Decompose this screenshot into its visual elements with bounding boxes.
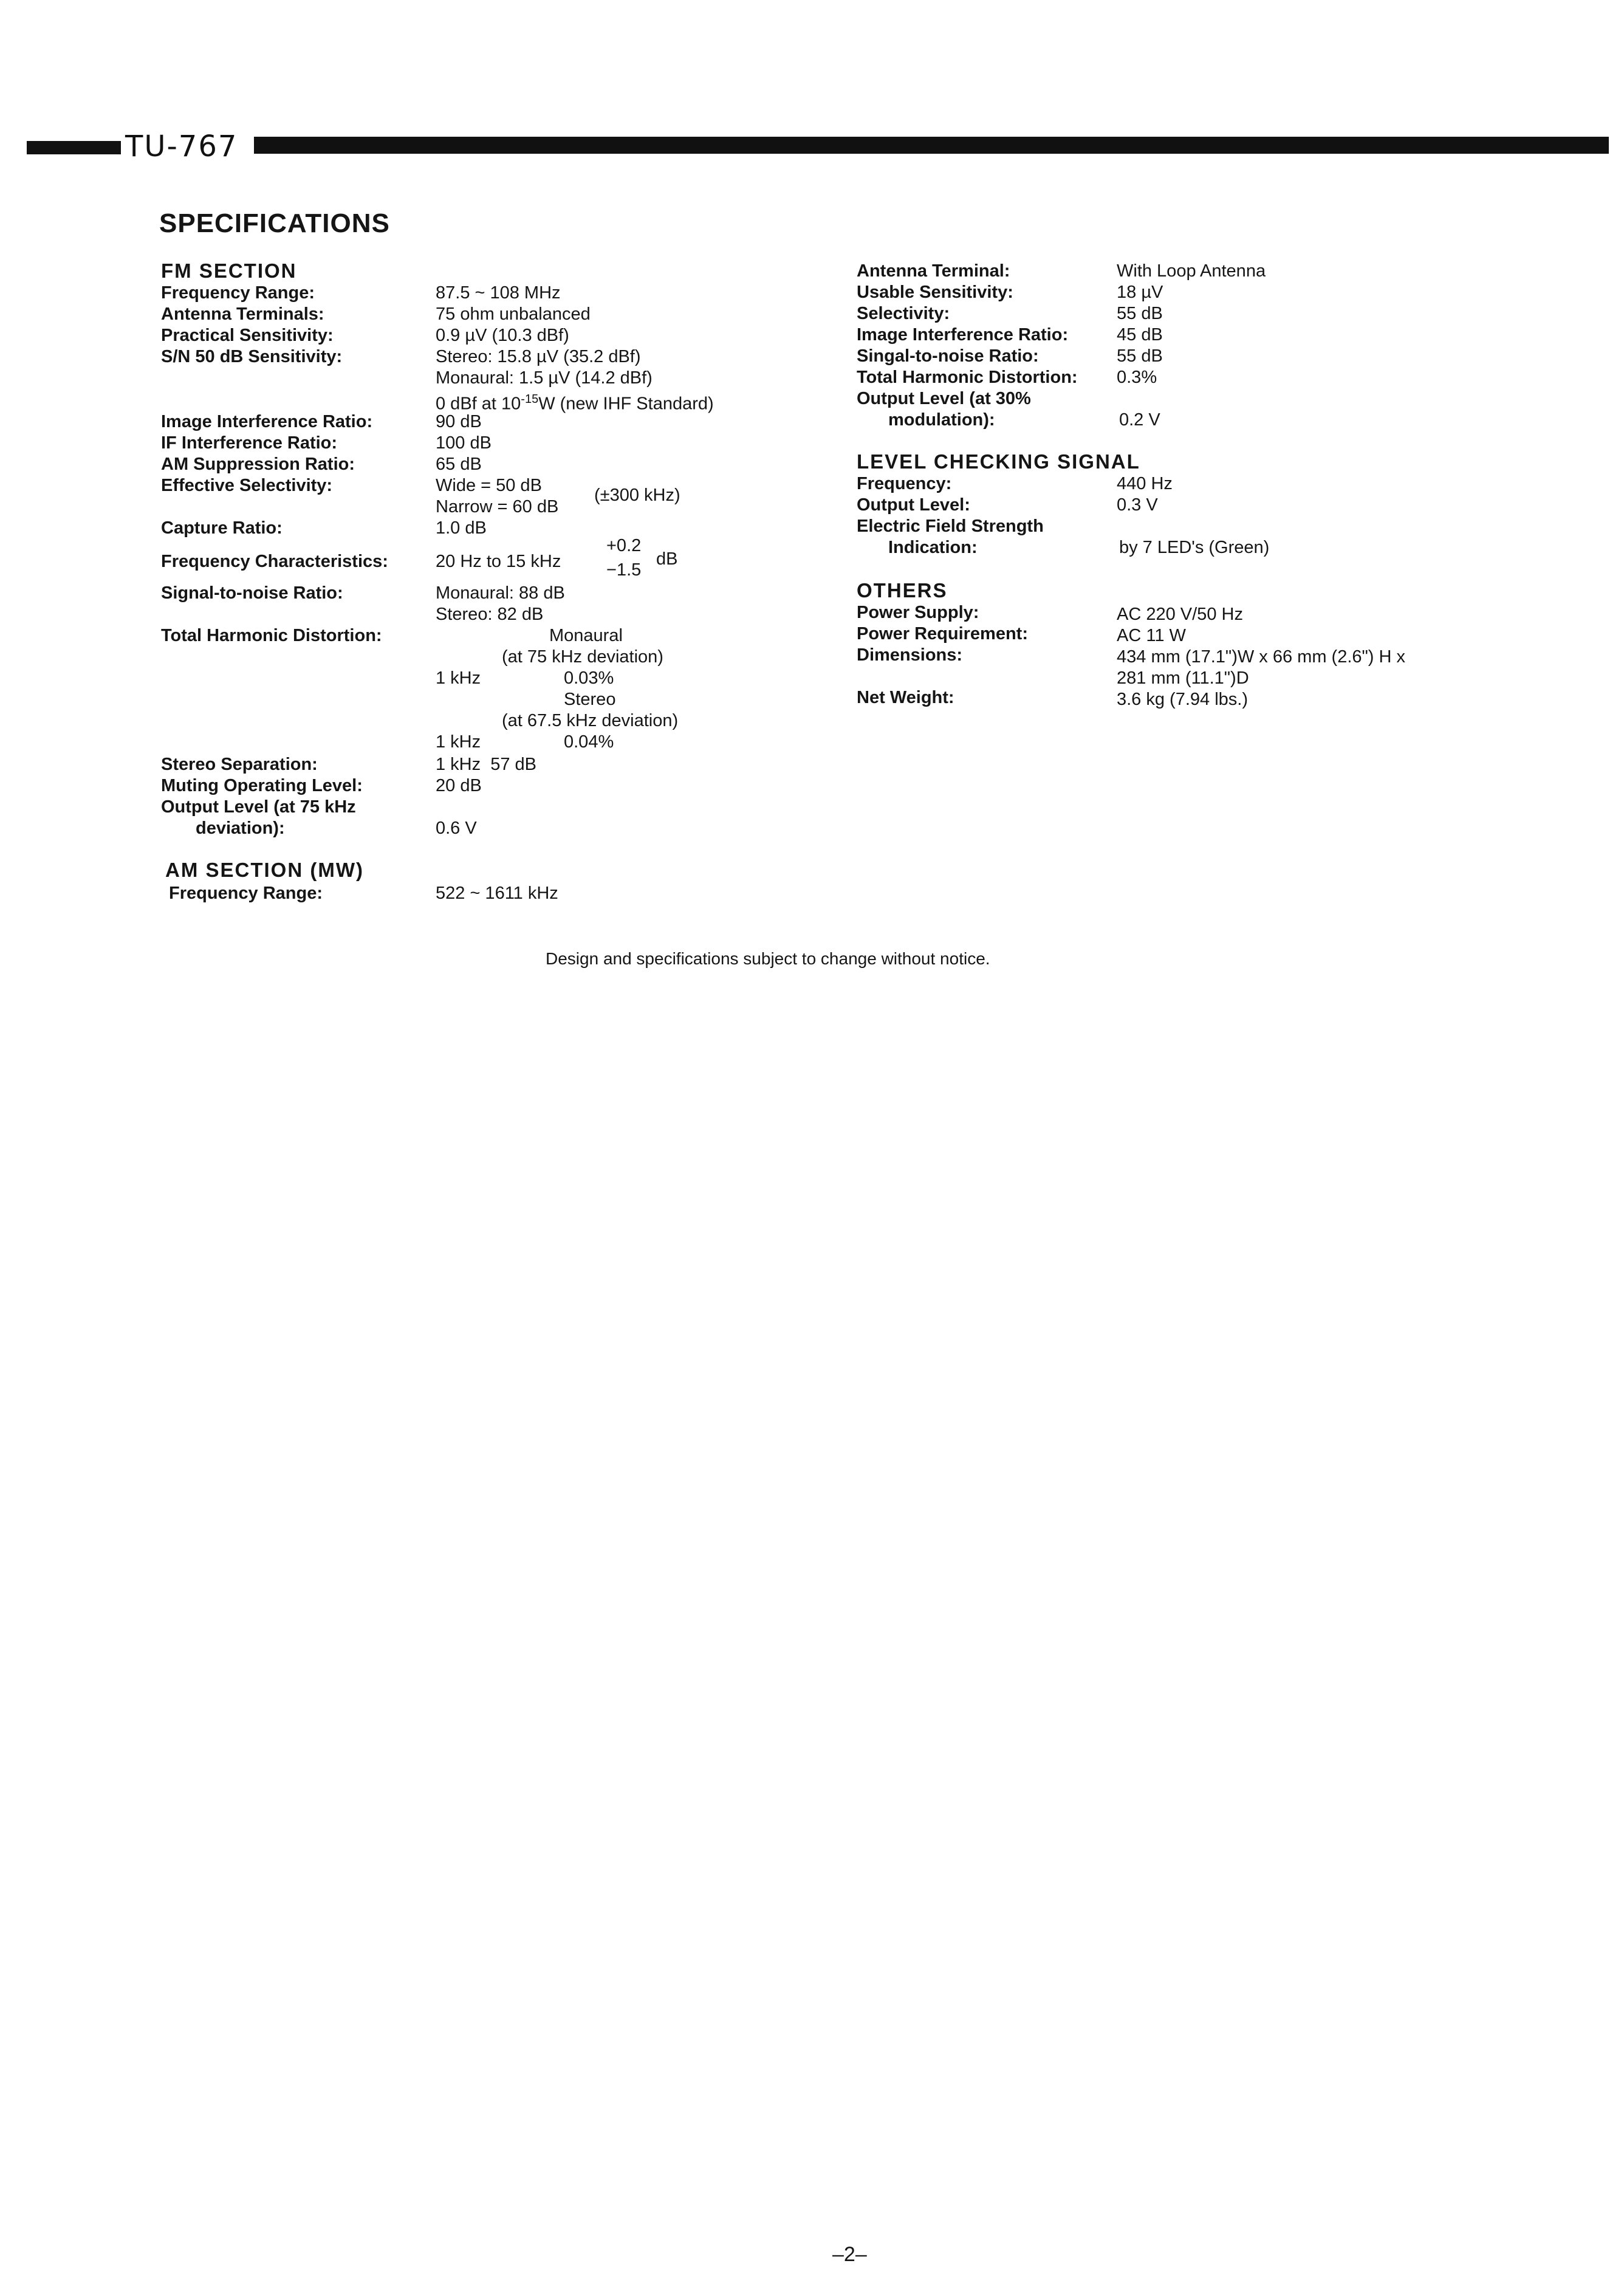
am-image-label: Image Interference Ratio: xyxy=(857,325,1069,345)
fm-thd-label: Total Harmonic Distortion: xyxy=(161,626,382,645)
page-number: –2– xyxy=(832,2243,867,2266)
fm-sn50-label: S/N 50 dB Sensitivity: xyxy=(161,347,343,366)
fm-thd-stereo-head: Stereo xyxy=(564,690,616,709)
am-thd-label: Total Harmonic Distortion: xyxy=(857,368,1078,387)
am-freq-label: Frequency Range: xyxy=(169,884,323,903)
fm-thd-stereo-val: 0.04% xyxy=(564,732,614,752)
fm-freqchar-value: 20 Hz to 15 kHz xyxy=(436,552,561,571)
fm-muting-label: Muting Operating Level: xyxy=(161,776,363,795)
others-section-heading: OTHERS xyxy=(857,579,948,602)
fm-antenna-label: Antenna Terminals: xyxy=(161,304,324,324)
fm-freq-range-label: Frequency Range: xyxy=(161,283,315,303)
others-power-supply-label: Power Supply: xyxy=(857,603,979,622)
am-image-value: 45 dB xyxy=(1117,325,1163,345)
fm-am-supp-label: AM Suppression Ratio: xyxy=(161,455,355,474)
fm-sn50-mono: Monaural: 1.5 µV (14.2 dBf) xyxy=(436,368,653,388)
fm-thd-mono-freq: 1 kHz xyxy=(436,668,481,688)
fm-freqchar-minus: −1.5 xyxy=(606,560,642,580)
am-antenna-value: With Loop Antenna xyxy=(1117,261,1266,281)
fm-sn-mono: Monaural: 88 dB xyxy=(436,583,565,603)
others-power-req-value: AC 11 W xyxy=(1117,626,1186,645)
fm-output-label-2: deviation): xyxy=(196,819,285,838)
am-freq-value: 522 ~ 1611 kHz xyxy=(436,884,558,903)
fm-am-supp-value: 65 dB xyxy=(436,455,482,474)
am-sel-value: 55 dB xyxy=(1117,304,1163,323)
am-thd-value: 0.3% xyxy=(1117,368,1157,387)
model-number: TU-767 xyxy=(125,129,238,163)
am-usable-value: 18 µV xyxy=(1117,283,1163,302)
fm-image-value: 90 dB xyxy=(436,412,482,431)
fm-sn-stereo: Stereo: 82 dB xyxy=(436,605,544,624)
fm-thd-mono-val: 0.03% xyxy=(564,668,614,688)
fm-if-value: 100 dB xyxy=(436,433,492,453)
fm-freqchar-label: Frequency Characteristics: xyxy=(161,552,388,571)
header-rule-right xyxy=(254,137,1609,154)
fm-thd-stereo-freq: 1 kHz xyxy=(436,732,481,752)
fm-thd-stereo-dev: (at 67.5 kHz deviation) xyxy=(502,711,679,730)
level-output-value: 0.3 V xyxy=(1117,495,1158,515)
am-sn-label: Singal-to-noise Ratio: xyxy=(857,346,1039,366)
am-sel-label: Selectivity: xyxy=(857,304,950,323)
level-efs-value: by 7 LED's (Green) xyxy=(1119,538,1270,557)
others-dim-label: Dimensions: xyxy=(857,645,963,665)
level-efs-label-1: Electric Field Strength xyxy=(857,517,1044,536)
others-dim-value-1: 434 mm (17.1")W x 66 mm (2.6") H x xyxy=(1117,647,1406,667)
fm-eff-sel-narrow: Narrow = 60 dB xyxy=(436,497,559,517)
am-sn-value: 55 dB xyxy=(1117,346,1163,366)
fm-sep-label: Stereo Separation: xyxy=(161,755,318,774)
fm-practical-value: 0.9 µV (10.3 dBf) xyxy=(436,326,569,345)
fm-freqchar-plus: +0.2 xyxy=(606,536,642,555)
others-power-req-label: Power Requirement: xyxy=(857,624,1028,644)
fm-output-label-1: Output Level (at 75 kHz xyxy=(161,797,356,817)
fm-capture-label: Capture Ratio: xyxy=(161,518,283,538)
am-output-label-2: modulation): xyxy=(888,410,995,430)
fm-sn-label: Signal-to-noise Ratio: xyxy=(161,583,343,603)
fm-sn50-stereo: Stereo: 15.8 µV (35.2 dBf) xyxy=(436,347,641,366)
fm-thd-mono-dev: (at 75 kHz deviation) xyxy=(502,647,663,667)
fm-capture-value: 1.0 dB xyxy=(436,518,487,538)
others-power-supply-value: AC 220 V/50 Hz xyxy=(1117,605,1243,624)
fm-freqchar-unit: dB xyxy=(656,549,678,569)
am-output-value: 0.2 V xyxy=(1119,410,1160,430)
fm-thd-mono-head: Monaural xyxy=(549,626,623,645)
fm-practical-label: Practical Sensitivity: xyxy=(161,326,334,345)
fm-sn50-ihf: 0 dBf at $10^{-15}W$ (new IHF Standard) xyxy=(436,393,714,414)
fm-output-value: 0.6 V xyxy=(436,819,477,838)
fm-eff-sel-note: (±300 kHz) xyxy=(594,486,680,505)
fm-freq-range-value: 87.5 ~ 108 MHz xyxy=(436,283,561,303)
level-section-heading: LEVEL CHECKING SIGNAL xyxy=(857,450,1140,473)
fm-section-heading: FM SECTION xyxy=(161,259,297,282)
am-output-label-1: Output Level (at 30% xyxy=(857,389,1031,408)
level-efs-label-2: Indication: xyxy=(888,538,978,557)
header-rule-left xyxy=(27,141,121,154)
others-dim-value-2: 281 mm (11.1")D xyxy=(1117,668,1249,688)
level-freq-value: 440 Hz xyxy=(1117,474,1173,493)
fm-if-label: IF Interference Ratio: xyxy=(161,433,338,453)
am-section-heading: AM SECTION (MW) xyxy=(165,859,364,881)
level-output-label: Output Level: xyxy=(857,495,970,515)
am-usable-label: Usable Sensitivity: xyxy=(857,283,1013,302)
level-freq-label: Frequency: xyxy=(857,474,952,493)
fm-eff-sel-wide: Wide = 50 dB xyxy=(436,476,542,495)
fm-sep-value: 1 kHz 57 dB xyxy=(436,755,537,774)
fm-image-label: Image Interference Ratio: xyxy=(161,412,373,431)
fm-eff-sel-label: Effective Selectivity: xyxy=(161,476,333,495)
footnote: Design and specifications subject to change without notice. xyxy=(546,949,990,968)
others-weight-value: 3.6 kg (7.94 lbs.) xyxy=(1117,690,1248,709)
fm-antenna-value: 75 ohm unbalanced xyxy=(436,304,591,324)
page-title: SPECIFICATIONS xyxy=(159,208,390,238)
others-weight-label: Net Weight: xyxy=(857,688,954,707)
fm-muting-value: 20 dB xyxy=(436,776,482,795)
am-antenna-label: Antenna Terminal: xyxy=(857,261,1010,281)
